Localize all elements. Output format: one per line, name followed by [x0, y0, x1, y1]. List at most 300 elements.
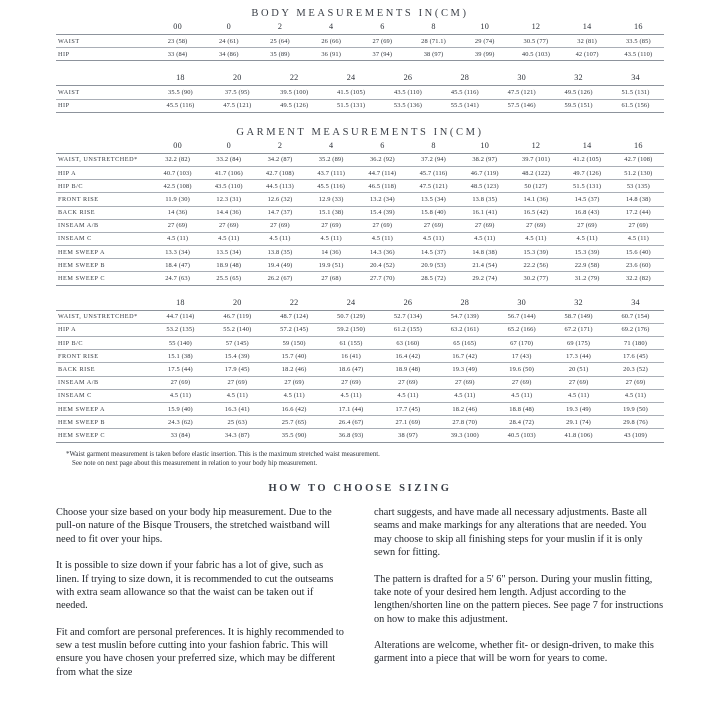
- measurement-cell: 15.4 (39): [369, 209, 395, 217]
- measurement-cell: 38.2 (97): [472, 156, 498, 164]
- table-row: [56, 48, 664, 61]
- measurement-cell: 27 (69): [454, 379, 475, 387]
- measurement-cell: 18.2 (46): [452, 405, 478, 413]
- measurement-cell: 4.5 (11): [422, 235, 445, 243]
- measurement-cell: 14.5 (37): [574, 195, 600, 203]
- measurement-cell: 17.9 (45): [224, 365, 250, 373]
- table-row: [56, 323, 664, 336]
- measurement-cell: 26.2 (67): [267, 275, 293, 283]
- measurement-cell: 14.7 (37): [267, 209, 293, 217]
- measurement-cell: 43 (109): [623, 431, 648, 439]
- paragraph: It is possible to size down if your fabric has a lot of give, such as linen. If trying to size down, it is recommended to cut the outseams with extra seam allowance so that the waist can be taken out if needed.: [56, 560, 334, 612]
- measurement-cell: 15.4 (39): [224, 352, 250, 360]
- measurement-cell: 18.9 (48): [395, 365, 421, 373]
- table-row: [56, 259, 664, 272]
- measurement-cell: 47.5 (121): [419, 182, 448, 190]
- measurement-cell: 25 (63): [227, 418, 248, 426]
- measurement-cell: 14.4 (36): [216, 209, 242, 217]
- measurement-cell: 4.5 (11): [567, 392, 590, 400]
- table-header-row: [56, 295, 664, 311]
- measurement-cell: 39.3 (100): [450, 431, 479, 439]
- row-label: HEM SWEEP A: [58, 405, 106, 413]
- measurement-cell: 20.4 (52): [369, 261, 395, 269]
- table-row: [56, 246, 664, 259]
- measurement-cell: 27 (69): [511, 379, 532, 387]
- measurement-cell: 4.5 (11): [371, 235, 393, 243]
- column-header-size: 14: [582, 22, 592, 31]
- measurement-cell: 61.5 (156): [621, 102, 650, 110]
- measurement-cell: 55.2 (140): [223, 326, 252, 334]
- column-header-size: 34: [631, 297, 640, 307]
- measurement-cell: 16.4 (42): [395, 352, 421, 360]
- row-label: WAIST, UNSTRETCHED*: [58, 313, 138, 321]
- left-column: [56, 506, 346, 679]
- measurement-cell: 43.5 (110): [624, 50, 653, 58]
- measurement-cell: 23.6 (60): [625, 261, 651, 269]
- table-row: [56, 99, 664, 112]
- measurement-cell: 33 (84): [167, 50, 188, 58]
- measurement-cell: 49.7 (126): [573, 169, 602, 177]
- measurement-cell: 27 (69): [284, 379, 305, 387]
- measurement-cell: 4.5 (11): [218, 235, 240, 243]
- measurement-cell: 12.9 (33): [318, 195, 344, 203]
- measurement-cell: 20.3 (52): [623, 365, 648, 373]
- measurement-cell: 55 (140): [168, 339, 192, 347]
- row-label: HEM SWEEP B: [58, 261, 106, 269]
- body-measurements-table-sizes-18-34: [56, 70, 664, 112]
- measurement-cell: 45.5 (116): [450, 88, 479, 96]
- column-header-size: 28: [460, 73, 470, 83]
- measurement-cell: 40.5 (103): [507, 431, 536, 439]
- paragraph: Fit and comfort are personal preferences. It is highly recommended to sew a test muslin before cutting into your fashion fabric. This will ensure you have chosen your preferred size, which may be different from what the size: [56, 626, 344, 678]
- measurement-cell: 27 (69): [227, 379, 248, 387]
- measurement-cell: 56.7 (144): [507, 313, 536, 321]
- measurement-cell: 12.6 (32): [267, 195, 293, 203]
- measurement-cell: 16.6 (42): [281, 405, 307, 413]
- table-row: [56, 219, 664, 232]
- column-header-size: 18: [176, 73, 185, 83]
- measurement-cell: 61 (155): [339, 339, 363, 347]
- table-spacer: [56, 286, 664, 295]
- column-header-label: [56, 138, 152, 154]
- footnote-line-2: See note on next page about this measurement in relation to your body hip measurement.: [72, 460, 318, 468]
- measurement-cell: 17.1 (44): [338, 405, 364, 413]
- measurement-cell: 59.2 (150): [337, 326, 366, 334]
- measurement-cell: 67.2 (171): [564, 326, 593, 334]
- measurement-cell: 14.8 (38): [625, 195, 651, 203]
- table-row: [56, 193, 664, 206]
- measurement-cell: 42 (107): [575, 50, 599, 58]
- row-label: INSEAM A/B: [58, 379, 99, 387]
- measurement-cell: 42.7 (108): [265, 169, 295, 177]
- table-row: [56, 376, 664, 389]
- measurement-cell: 57 (145): [225, 339, 249, 347]
- measurement-cell: 43.5 (110): [393, 88, 422, 96]
- measurement-cell: 4.5 (11): [525, 235, 547, 243]
- measurement-cell: 25.7 (65): [281, 418, 307, 426]
- measurement-cell: 47.5 (121): [223, 102, 252, 110]
- measurement-cell: 13.8 (35): [472, 195, 498, 203]
- measurement-cell: 17.3 (44): [566, 352, 591, 360]
- table-header-row: [56, 19, 664, 35]
- row-label: BACK RISE: [58, 365, 96, 373]
- row-label: HIP A: [58, 169, 77, 177]
- measurement-cell: 13.5 (34): [216, 248, 242, 256]
- table-row: [56, 206, 664, 219]
- measurement-cell: 63 (160): [396, 339, 420, 347]
- measurement-cell: 27.1 (69): [395, 418, 421, 426]
- measurement-cell: 19.9 (50): [623, 405, 648, 413]
- measurement-cell: 37.5 (95): [224, 88, 250, 96]
- measurement-cell: 16.8 (43): [574, 209, 600, 217]
- measurement-cell: 59 (150): [282, 339, 306, 347]
- measurement-cell: 14.8 (38): [472, 248, 498, 256]
- column-header-label: [56, 70, 152, 86]
- measurement-cell: 39 (99): [474, 50, 495, 58]
- measurement-cell: 65.2 (166): [507, 326, 536, 334]
- measurement-cell: 15.1 (38): [318, 209, 344, 217]
- measurement-cell: 53.5 (136): [393, 102, 422, 110]
- measurement-cell: 36.8 (93): [338, 431, 364, 439]
- measurement-cell: 11.9 (30): [165, 195, 190, 203]
- measurement-cell: 13.5 (34): [421, 195, 446, 203]
- measurement-cell: 45.5 (116): [317, 182, 346, 190]
- measurement-cell: 4.5 (11): [454, 392, 476, 400]
- measurement-cell: 4.5 (11): [340, 392, 362, 400]
- table-header-row: [56, 138, 664, 154]
- column-header-size: 16: [634, 140, 643, 150]
- measurement-cell: 4.5 (11): [226, 392, 248, 400]
- column-header-size: 22: [289, 73, 299, 83]
- body-measurements-title: BODY MEASUREMENTS IN(CM): [251, 8, 469, 19]
- row-label: HIP B/C: [58, 339, 84, 347]
- column-header-size: 18: [176, 297, 185, 307]
- column-header-size: 20: [233, 297, 242, 307]
- measurement-cell: 34.2 (87): [267, 156, 293, 164]
- row-label: HIP: [58, 102, 70, 110]
- measurement-cell: 35.5 (90): [281, 431, 307, 439]
- paragraph: The pattern is drafted for a 5' 6" person. During your muslin fitting, take note of your desired hem length. Adjust according to the lengthen/shorten line on the pattern pieces. See page 7 for instructions on how to make this adjustment.: [374, 573, 664, 625]
- row-label: WAIST: [58, 88, 80, 96]
- column-header-label: [56, 295, 152, 311]
- measurement-cell: 42.7 (108): [624, 156, 653, 164]
- column-header-size: 32: [574, 297, 583, 307]
- column-header-size: 22: [289, 297, 299, 307]
- column-header-size: 2: [277, 22, 283, 31]
- measurement-cell: 24.7 (63): [165, 275, 190, 283]
- measurement-cell: 29 (74): [474, 37, 495, 45]
- measurement-cell: 14.3 (36): [369, 248, 395, 256]
- measurement-cell: 27 (69): [321, 222, 341, 230]
- measurement-cell: 16.1 (41): [472, 209, 498, 217]
- measurement-cell: 50.7 (129): [337, 313, 366, 321]
- measurement-cell: 27 (69): [170, 379, 191, 387]
- prose-columns: [56, 506, 664, 679]
- measurement-cell: 30.2 (77): [523, 275, 549, 283]
- row-label: INSEAM C: [58, 392, 92, 400]
- measurement-cell: 71 (180): [623, 339, 648, 347]
- measurement-cell: 15.3 (39): [523, 248, 549, 256]
- measurement-cell: 36 (91): [321, 50, 341, 58]
- measurement-cell: 19.4 (49): [267, 261, 293, 269]
- measurement-cell: 47.5 (121): [507, 88, 536, 96]
- right-column: [374, 506, 664, 679]
- measurement-cell: 4.5 (11): [397, 392, 419, 400]
- row-label: FRONT RISE: [58, 352, 99, 360]
- column-header-size: 00: [173, 22, 182, 31]
- measurement-cell: 27 (69): [372, 222, 393, 230]
- measurement-cell: 24.3 (62): [168, 418, 193, 426]
- measurement-cell: 54.7 (139): [450, 313, 479, 321]
- measurement-cell: 61.2 (155): [393, 326, 422, 334]
- measurement-cell: 51.5 (131): [337, 102, 366, 110]
- measurement-cell: 28 (71.1): [421, 37, 446, 45]
- measurement-cell: 28.5 (72): [421, 275, 446, 283]
- measurement-cell: 4.5 (11): [627, 235, 649, 243]
- column-header-size: 26: [403, 73, 413, 83]
- measurement-cell: 32.2 (82): [625, 275, 651, 283]
- measurement-cell: 46.5 (118): [368, 182, 397, 190]
- measurement-cell: 15.3 (39): [574, 248, 600, 256]
- measurement-cell: 4.5 (11): [169, 392, 192, 400]
- measurement-cell: 4.5 (11): [320, 235, 342, 243]
- body-measurements-table-sizes-00-16: [56, 19, 664, 61]
- row-label: WAIST, UNSTRETCHED*: [58, 156, 138, 164]
- table-row: [56, 429, 664, 442]
- column-header-size: 30: [517, 297, 526, 307]
- table-body: [56, 153, 664, 285]
- measurement-cell: 27 (69): [526, 222, 546, 230]
- measurement-cell: 16.7 (42): [452, 352, 478, 360]
- measurement-cell: 48.5 (123): [470, 182, 499, 190]
- section-spacer: [56, 113, 664, 125]
- column-header-size: 30: [517, 73, 526, 83]
- table-spacer: [56, 61, 664, 70]
- measurement-cell: 45.5 (116): [166, 102, 195, 110]
- measurement-cell: 39.7 (101): [521, 156, 550, 164]
- measurement-cell: 69 (175): [567, 339, 591, 347]
- measurement-cell: 27 (69): [398, 379, 418, 387]
- column-header-size: 14: [582, 140, 592, 150]
- measurement-cell: 45.7 (116): [419, 169, 448, 177]
- measurement-cell: 34.3 (87): [224, 431, 250, 439]
- garment-measurements-table-sizes-18-34: [56, 295, 664, 443]
- column-header-size: 6: [380, 140, 385, 150]
- table-row: [56, 363, 664, 376]
- garment-measurements-title: GARMENT MEASUREMENTS IN(CM): [236, 126, 484, 138]
- measurement-cell: 27 (69): [270, 222, 290, 230]
- measurement-cell: 52.7 (134): [393, 313, 422, 321]
- table-row: [56, 166, 664, 179]
- table-row: [56, 232, 664, 245]
- measurement-cell: 49.5 (126): [564, 88, 593, 96]
- measurement-cell: 57.5 (146): [507, 102, 536, 110]
- measurement-cell: 17.2 (44): [625, 209, 651, 217]
- measurement-cell: 35.2 (89): [318, 156, 344, 164]
- table-row: [56, 416, 664, 429]
- measurement-cell: 15.7 (40): [281, 352, 307, 360]
- measurement-cell: 27 (69): [577, 222, 597, 230]
- measurement-cell: 35 (89): [270, 50, 290, 58]
- column-header-size: 32: [574, 73, 583, 83]
- measurement-cell: 14 (36): [321, 248, 341, 256]
- measurement-cell: 4.5 (11): [624, 392, 647, 400]
- measurement-cell: 13.2 (34): [369, 195, 395, 203]
- measurement-cell: 28.4 (72): [509, 418, 535, 426]
- measurement-cell: 37 (94): [372, 50, 393, 58]
- measurement-cell: 42.5 (108): [163, 182, 192, 190]
- measurement-cell: 48.2 (122): [521, 169, 550, 177]
- measurement-cell: 60.7 (154): [621, 313, 650, 321]
- measurement-cell: 16.5 (42): [523, 209, 549, 217]
- column-header-size: 28: [460, 297, 470, 307]
- measurement-cell: 41.2 (105): [573, 156, 602, 164]
- measurement-cell: 38 (97): [423, 50, 444, 58]
- how-to-choose-sizing-title: HOW TO CHOOSE SIZING: [268, 483, 452, 495]
- measurement-cell: 22.9 (58): [574, 261, 600, 269]
- measurement-cell: 43.5 (110): [214, 182, 243, 190]
- table-row: [56, 86, 664, 99]
- measurement-cell: 15.9 (40): [168, 405, 193, 413]
- measurement-cell: 51.5 (131): [621, 88, 650, 96]
- row-label: INSEAM C: [58, 235, 92, 243]
- measurement-cell: 13.3 (34): [165, 248, 190, 256]
- measurement-cell: 35.5 (90): [168, 88, 193, 96]
- column-header-size: 12: [531, 22, 541, 31]
- measurement-cell: 39.5 (100): [280, 88, 309, 96]
- measurement-cell: 4.5 (11): [166, 235, 189, 243]
- measurement-cell: 4.5 (11): [511, 392, 533, 400]
- row-label: FRONT RISE: [58, 195, 99, 203]
- measurement-cell: 34 (86): [218, 50, 239, 58]
- column-header-size: 2: [277, 140, 283, 150]
- measurement-cell: 41.7 (106): [214, 169, 243, 177]
- measurement-cell: 26.4 (67): [338, 418, 364, 426]
- measurement-cell: 27 (69): [341, 379, 361, 387]
- measurement-cell: 19.9 (51): [318, 261, 344, 269]
- measurement-cell: 27.8 (70): [452, 418, 478, 426]
- measurement-cell: 27 (68): [321, 275, 341, 283]
- measurement-cell: 27.7 (70): [369, 275, 395, 283]
- row-label: HEM SWEEP C: [58, 275, 106, 283]
- measurement-cell: 14 (36): [167, 209, 188, 217]
- row-label: WAIST: [58, 37, 80, 45]
- measurement-cell: 44.7 (114): [368, 169, 397, 177]
- measurement-cell: 14.5 (37): [421, 248, 446, 256]
- measurement-cell: 27 (69): [628, 222, 649, 230]
- row-label: INSEAM A/B: [58, 222, 99, 230]
- measurement-cell: 27 (69): [167, 222, 188, 230]
- table-row: [56, 272, 664, 285]
- measurement-cell: 38 (97): [398, 431, 418, 439]
- measurement-cell: 27 (69): [218, 222, 239, 230]
- measurement-cell: 33.5 (85): [625, 37, 651, 45]
- table-row: [56, 389, 664, 402]
- column-header-size: 0: [226, 22, 231, 31]
- measurement-cell: 44.5 (113): [266, 182, 294, 190]
- row-label: HEM SWEEP B: [58, 418, 106, 426]
- measurement-cell: 17.5 (44): [168, 365, 193, 373]
- column-header-size: 16: [634, 22, 643, 31]
- measurement-cell: 48.7 (124): [280, 313, 309, 321]
- measurement-cell: 29.1 (74): [566, 418, 591, 426]
- measurement-cell: 36.2 (92): [369, 156, 395, 164]
- measurement-cell: 4.5 (11): [576, 235, 598, 243]
- measurement-cell: 58.7 (149): [564, 313, 593, 321]
- table-body: [56, 35, 664, 61]
- column-header-size: 10: [480, 140, 490, 150]
- measurement-cell: 53.2 (135): [166, 326, 195, 334]
- measurement-cell: 14.1 (36): [523, 195, 549, 203]
- measurement-cell: 15.1 (38): [168, 352, 193, 360]
- measurement-cell: 25 (64): [270, 37, 290, 45]
- waist-measurement-footnote: [56, 450, 664, 470]
- measurement-cell: 18.2 (46): [281, 365, 307, 373]
- measurement-cell: 41.8 (106): [564, 431, 593, 439]
- measurement-cell: 33 (84): [170, 431, 191, 439]
- measurement-cell: 46.7 (119): [223, 313, 252, 321]
- measurement-cell: 24 (61): [218, 37, 239, 45]
- measurement-cell: 20.9 (53): [421, 261, 446, 269]
- row-label: HIP: [58, 50, 70, 58]
- measurement-cell: 29.8 (76): [623, 418, 648, 426]
- paragraph: Alterations are welcome, whether fit- or design-driven, to make this garment into a piece that will be worn for years to come.: [374, 640, 654, 665]
- measurement-cell: 49.5 (126): [280, 102, 309, 110]
- measurement-cell: 31.2 (79): [574, 275, 600, 283]
- column-header-size: 4: [329, 140, 334, 150]
- measurement-cell: 51.2 (130): [624, 169, 653, 177]
- table-row: [56, 350, 664, 363]
- measurement-cell: 33.2 (84): [216, 156, 242, 164]
- row-label: HEM SWEEP C: [58, 431, 106, 439]
- measurement-cell: 43.7 (111): [317, 169, 345, 177]
- measurement-cell: 15.6 (40): [625, 248, 651, 256]
- measurement-cell: 27 (69): [625, 379, 646, 387]
- paragraph: chart suggests, and have made all necessary adjustments. Baste all seams and make markings for any alterations that are needed. You may choose to skip all finishing steps for your muslin if it is only sewn for fitting.: [374, 507, 648, 559]
- measurement-cell: 65 (165): [453, 339, 477, 347]
- footnote-line-1: *Waist garment measurement is taken before elastic insertion. This is the maximum stretched waist measurement.: [66, 450, 380, 458]
- measurement-cell: 27 (69): [423, 222, 444, 230]
- table-row: [56, 153, 664, 166]
- table-row: [56, 35, 664, 48]
- column-header-size: 12: [531, 140, 541, 150]
- measurement-cell: 16.3 (41): [224, 405, 250, 413]
- table-row: [56, 337, 664, 350]
- column-header-size: 20: [233, 73, 242, 83]
- table-row: [56, 310, 664, 323]
- column-header-size: 6: [380, 22, 385, 31]
- measurement-cell: 44.7 (114): [166, 313, 195, 321]
- column-header-size: 10: [480, 22, 490, 31]
- column-header-size: 0: [226, 140, 231, 150]
- measurement-cell: 16 (41): [341, 352, 361, 360]
- measurement-cell: 4.5 (11): [269, 235, 291, 243]
- row-label: HEM SWEEP A: [58, 248, 106, 256]
- measurement-cell: 18.8 (48): [509, 405, 535, 413]
- measurement-cell: 37.2 (94): [421, 156, 446, 164]
- measurement-cell: 27 (69): [372, 37, 393, 45]
- measurement-cell: 20 (51): [568, 365, 589, 373]
- measurement-cell: 12.3 (31): [216, 195, 242, 203]
- column-header-size: 00: [173, 140, 182, 150]
- measurement-cell: 67 (170): [510, 339, 534, 347]
- measurement-cell: 50 (127): [524, 182, 548, 190]
- measurement-cell: 17 (43): [511, 352, 532, 360]
- column-header-size: 34: [631, 73, 640, 83]
- measurement-cell: 55.5 (141): [450, 102, 479, 110]
- measurement-cell: 32.2 (82): [165, 156, 190, 164]
- measurement-cell: 27 (69): [568, 379, 589, 387]
